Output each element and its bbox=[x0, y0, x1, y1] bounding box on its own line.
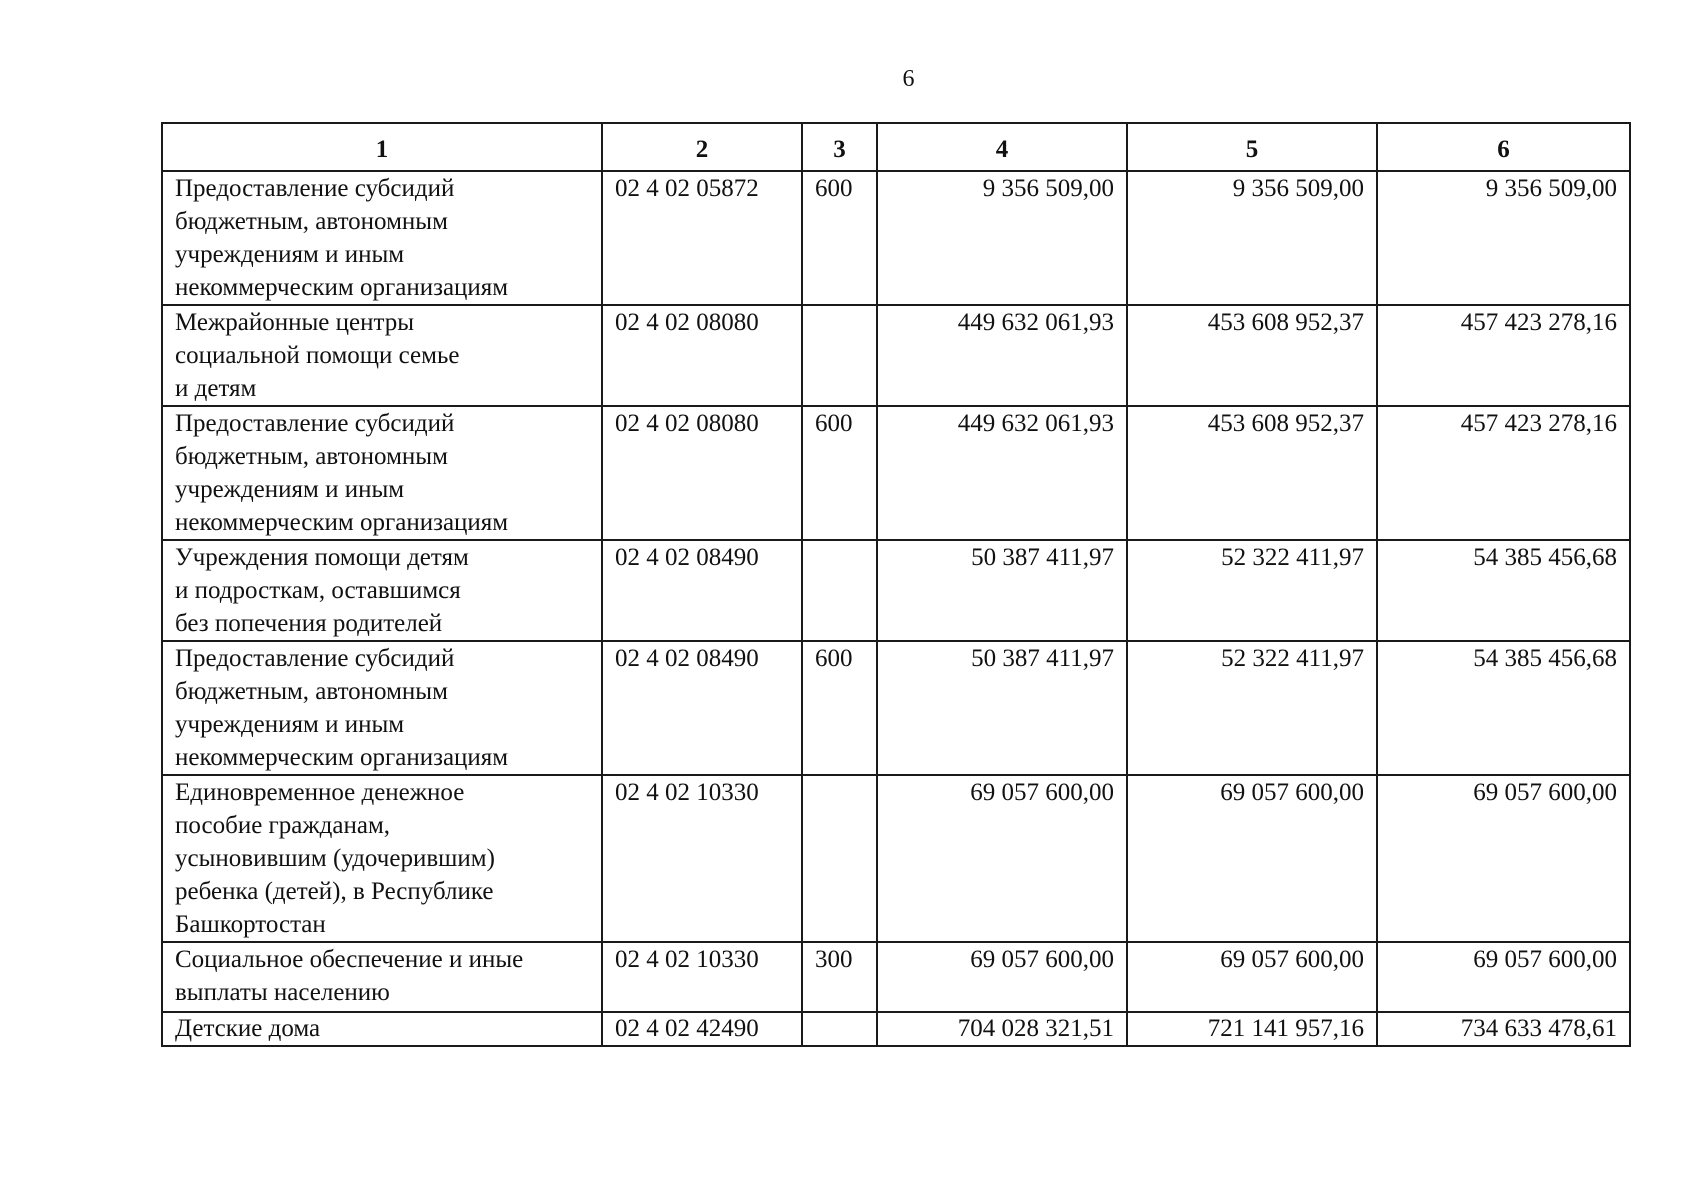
header-col-1: 1 bbox=[162, 123, 602, 171]
row-code: 02 4 02 08490 bbox=[602, 540, 802, 641]
row-type bbox=[802, 1012, 877, 1046]
row-amount-6: 69 057 600,00 bbox=[1377, 942, 1630, 1012]
header-col-4: 4 bbox=[877, 123, 1127, 171]
row-amount-4: 449 632 061,93 bbox=[877, 406, 1127, 540]
row-amount-4: 449 632 061,93 bbox=[877, 305, 1127, 406]
row-amount-5: 9 356 509,00 bbox=[1127, 171, 1377, 305]
row-type: 600 bbox=[802, 406, 877, 540]
row-name: Социальное обеспечение и иные выплаты населению bbox=[162, 942, 602, 1012]
table-row bbox=[162, 775, 1630, 942]
row-amount-4: 704 028 321,51 bbox=[877, 1012, 1127, 1046]
row-amount-5: 453 608 952,37 bbox=[1127, 406, 1377, 540]
row-code: 02 4 02 05872 bbox=[602, 171, 802, 305]
page-number bbox=[0, 66, 1697, 93]
row-type: 600 bbox=[802, 171, 877, 305]
row-name: Детские дома bbox=[162, 1012, 602, 1046]
row-amount-6: 54 385 456,68 bbox=[1377, 540, 1630, 641]
row-name: Предоставление субсидий бюджетным, автономным учреждениям и иным некоммерческим организациям bbox=[162, 406, 602, 540]
header-col-6: 6 bbox=[1377, 123, 1630, 171]
row-amount-6: 69 057 600,00 bbox=[1377, 775, 1630, 942]
row-type: 600 bbox=[802, 641, 877, 775]
header-col-5: 5 bbox=[1127, 123, 1377, 171]
row-code: 02 4 02 08080 bbox=[602, 406, 802, 540]
row-name: Межрайонные центры социальной помощи семье и детям bbox=[162, 305, 602, 406]
table-row bbox=[162, 406, 1630, 540]
row-amount-4: 69 057 600,00 bbox=[877, 942, 1127, 1012]
row-name: Учреждения помощи детям и подросткам, оставшимся без попечения родителей bbox=[162, 540, 602, 641]
table-row bbox=[162, 171, 1630, 305]
table-row bbox=[162, 305, 1630, 406]
row-code: 02 4 02 08080 bbox=[602, 305, 802, 406]
row-type: 300 bbox=[802, 942, 877, 1012]
row-amount-5: 69 057 600,00 bbox=[1127, 775, 1377, 942]
row-code: 02 4 02 10330 bbox=[602, 942, 802, 1012]
header-col-3: 3 bbox=[802, 123, 877, 171]
row-amount-4: 50 387 411,97 bbox=[877, 540, 1127, 641]
row-name: Единовременное денежное пособие гражданам, усыновившим (удочерившим) ребенка (детей), в Республике Башкортостан bbox=[162, 775, 602, 942]
header-row bbox=[162, 123, 1630, 171]
table-row bbox=[162, 641, 1630, 775]
row-code: 02 4 02 42490 bbox=[602, 1012, 802, 1046]
row-amount-6: 9 356 509,00 bbox=[1377, 171, 1630, 305]
page-number-text: 6 bbox=[902, 66, 915, 92]
row-type bbox=[802, 775, 877, 942]
budget-table bbox=[161, 122, 1631, 1047]
row-amount-4: 50 387 411,97 bbox=[877, 641, 1127, 775]
table-row bbox=[162, 942, 1630, 1012]
row-type bbox=[802, 305, 877, 406]
header-col-2: 2 bbox=[602, 123, 802, 171]
row-name: Предоставление субсидий бюджетным, автономным учреждениям и иным некоммерческим организациям bbox=[162, 171, 602, 305]
row-amount-5: 453 608 952,37 bbox=[1127, 305, 1377, 406]
row-amount-4: 69 057 600,00 bbox=[877, 775, 1127, 942]
row-amount-6: 734 633 478,61 bbox=[1377, 1012, 1630, 1046]
row-amount-5: 52 322 411,97 bbox=[1127, 540, 1377, 641]
row-type bbox=[802, 540, 877, 641]
row-amount-6: 457 423 278,16 bbox=[1377, 406, 1630, 540]
row-name: Предоставление субсидий бюджетным, автономным учреждениям и иным некоммерческим организациям bbox=[162, 641, 602, 775]
table-row bbox=[162, 540, 1630, 641]
row-amount-5: 69 057 600,00 bbox=[1127, 942, 1377, 1012]
row-amount-6: 457 423 278,16 bbox=[1377, 305, 1630, 406]
row-code: 02 4 02 08490 bbox=[602, 641, 802, 775]
table-row bbox=[162, 1012, 1630, 1046]
row-amount-5: 721 141 957,16 bbox=[1127, 1012, 1377, 1046]
row-amount-5: 52 322 411,97 bbox=[1127, 641, 1377, 775]
row-amount-6: 54 385 456,68 bbox=[1377, 641, 1630, 775]
row-code: 02 4 02 10330 bbox=[602, 775, 802, 942]
row-amount-4: 9 356 509,00 bbox=[877, 171, 1127, 305]
